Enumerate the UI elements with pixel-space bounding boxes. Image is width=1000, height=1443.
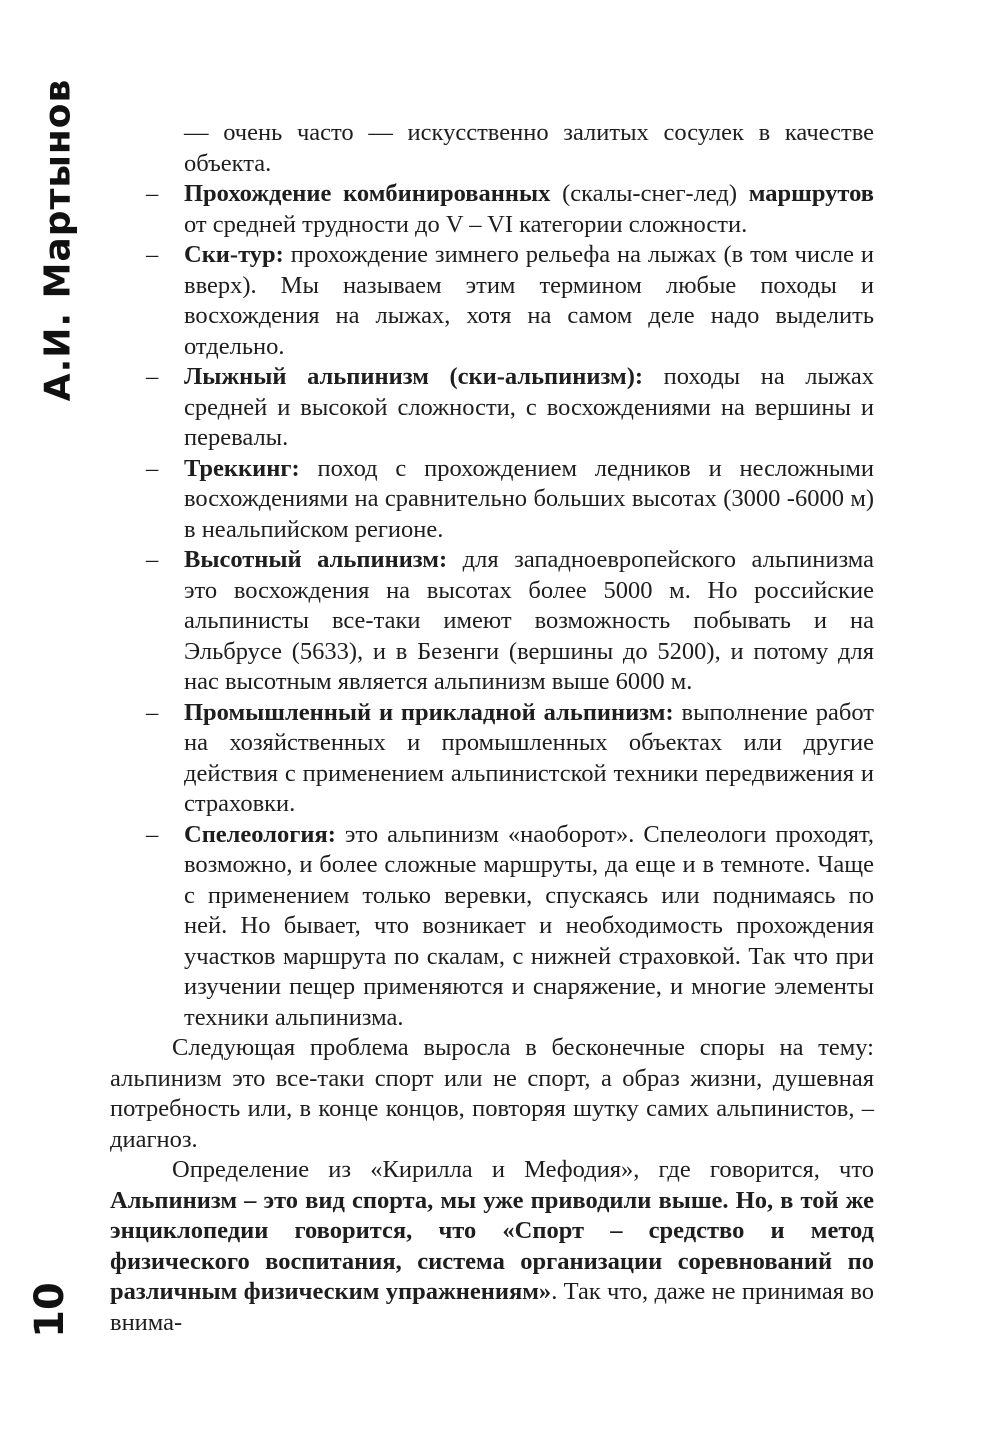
continuation-text: — очень часто — искусственно залитых сосулек в качестве объекта.: [184, 119, 874, 177]
list-item: [110, 362, 874, 454]
list-item-term: Промышленный и прикладной альпинизм:: [184, 698, 674, 726]
list-item-text: для западноевропейского альпинизма это восхождения на высотах более 5000 м. Но российские альпинисты все-таки имеют возможность побывать и на Эльбрусе (5633), и в Безенги (вершины до 5200), и потому для нас высотным является альпинизм выше 6000 м.: [184, 546, 874, 695]
list-item-text: выполнение работ на хозяйственных и промышленных объектах или другие действия с применением альпинистской техники передвижения и страховки.: [184, 698, 874, 817]
list-dash: –: [146, 180, 159, 207]
paragraph-text: Определение из «Кирилла и Мефодия», где говорится, что: [172, 1156, 874, 1183]
list-item-term: Ски-тур:: [184, 241, 284, 268]
list-item-text: это альпинизм «наоборот». Спелеологи проходят, возможно, и более сложные маршруты, да еще и в темноте. Чаще с применением только веревки, спускаясь или поднимаясь по ней. Но бывает, что возникает и необходимость прохождения участков маршрута по скалам, с нижней страховкой. Так что при изучении пещер применяются и снаряжение, и многие элементы техники альпинизма.: [184, 820, 874, 1031]
list-item-term: маршрутов: [748, 180, 874, 207]
list-item-term: Треккинг:: [184, 454, 300, 482]
list-item-text: походы на лыжах средней и высокой сложности, с восхождениями на вершины и перевалы.: [184, 363, 875, 451]
list-dash: –: [146, 546, 159, 573]
list-item-term: Лыжный альпинизм (ски-альпинизм):: [184, 363, 644, 390]
paragraph-text: . Так что, даже не принимая во внима-: [110, 1278, 874, 1336]
paragraph: Следующая проблема выросла в бесконечные споры на тему: альпинизм это все-таки спорт или не спорт, а образ жизни, душевная потребность или, в конце концов, повторяя шутку самих альпинистов, – диагноз.: [110, 1034, 874, 1153]
list-item-term: Прохождение комбинированных: [184, 180, 551, 207]
list-item: [110, 545, 874, 698]
list-item: [110, 820, 874, 1034]
paragraph-bold-text: Альпинизм – это вид спорта, мы уже приводили выше. Но, в той же энциклопедии говорится, что «Спорт – средство и метод физического воспитания, система организации соревнований по различным физическим упражнениям»: [110, 1186, 874, 1305]
list-item: [110, 240, 874, 362]
list-dash: –: [146, 454, 159, 482]
list-item: [110, 454, 874, 546]
list-item-text: прохождение зимнего рельефа на лыжах (в том числе и вверх). Мы называем этим термином любые походы и восхождения на лыжах, хотя на самом деле надо выделить отдельно.: [184, 241, 874, 360]
body-text: [110, 118, 874, 1338]
list-dash: –: [146, 241, 159, 268]
paragraph: [110, 1155, 874, 1338]
list-item-term: Высотный альпинизм:: [184, 546, 448, 573]
list-item-text: поход с прохождением ледников и несложными восхождениями на сравнительно больших высотах (3000 -6000 м) в неальпийском регионе.: [184, 454, 874, 543]
list-item-term: Спелеология:: [184, 820, 336, 848]
list-dash: –: [146, 698, 159, 726]
page-number: 10: [27, 1282, 73, 1338]
list-dash: –: [146, 363, 159, 390]
list-item: [110, 179, 874, 240]
list-item-text: от средней трудности до V – VI категории сложности.: [184, 210, 748, 238]
list-item-text: (скалы-снег-лед): [550, 180, 749, 207]
running-header-author: А.И. Мартынов: [37, 78, 79, 402]
list-item: [110, 698, 874, 820]
list-dash: –: [146, 820, 159, 848]
